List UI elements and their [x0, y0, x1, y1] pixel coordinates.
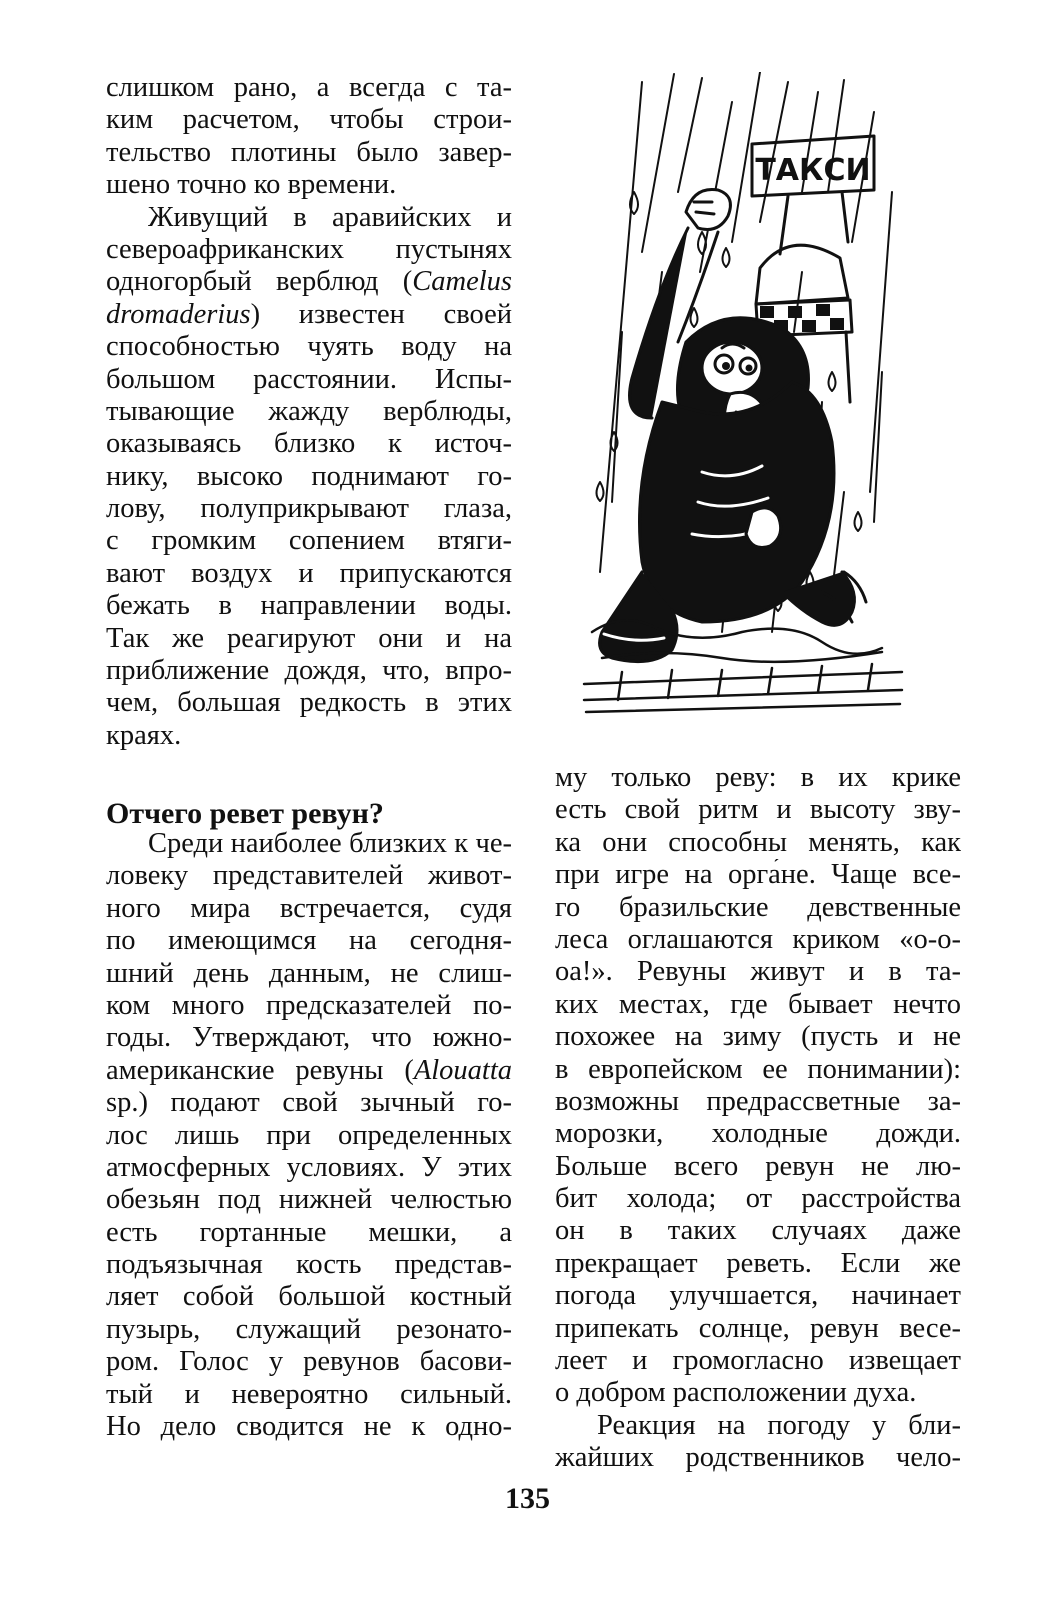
text-line: бит холода; от расстройства — [555, 1183, 961, 1215]
taxi-sign — [752, 136, 874, 254]
text-fragment: одногорбый верблюд ( — [106, 266, 413, 298]
section-heading: Отчего ревет ревун? — [106, 797, 384, 830]
text-line: способностью чуять воду на — [106, 331, 512, 363]
text-line: ного мира встречается, судя — [106, 892, 512, 924]
text-line: оказываясь близко к источ- — [106, 428, 512, 460]
text-line: ляет собой большой костный — [106, 1281, 512, 1313]
text-line: Реакция на погоду у бли- — [597, 1409, 961, 1441]
left-column — [106, 72, 512, 752]
text-line: краях. — [106, 719, 182, 751]
text-line: го бразильские девственные — [555, 891, 961, 923]
text-line: Так же реагируют они и на — [106, 622, 512, 654]
text-line — [106, 1055, 512, 1087]
text-line: есть гортанные мешки, а — [106, 1216, 512, 1248]
text-line: при игре на орга́не. Чаще все- — [555, 859, 961, 891]
text-line: годы. Утверждают, что южно- — [106, 1022, 512, 1054]
section-body — [106, 828, 512, 1443]
text-line: погода улучшается, начинает — [555, 1280, 961, 1312]
text-line: Среди наиболее близких к че- — [148, 828, 512, 859]
text-line: лову, полуприкрывают глаза, — [106, 493, 512, 525]
taxi-sign-text: ТАКСИ — [755, 153, 871, 188]
text-line: ким расчетом, чтобы строи- — [106, 104, 512, 136]
text-line — [106, 266, 512, 298]
text-line: леет и громогласно извещает — [555, 1345, 961, 1377]
page-number: 135 — [505, 1482, 550, 1515]
text-line: ком много предсказателей по- — [106, 989, 512, 1021]
text-line: большом расстоянии. Испы- — [106, 363, 512, 395]
text-line: sp.) подают свой зычный го- — [106, 1087, 512, 1119]
text-line — [106, 299, 512, 331]
text-line: му только реву: в их крике — [555, 762, 961, 793]
text-line: Но дело сводится не к одно- — [106, 1411, 512, 1443]
text-line: похожее на зиму (пусть и не — [555, 1021, 961, 1053]
text-line: слишком рано, а всегда с та- — [106, 72, 512, 103]
text-line: он в таких случаях даже — [555, 1215, 961, 1247]
text-line: есть свой ритм и высоту зву- — [555, 794, 961, 826]
text-line: ка они способны менять, как — [555, 826, 961, 858]
text-line: в европейском ее понимании): — [555, 1053, 961, 1085]
text-line: морозки, холодные дожди. — [555, 1118, 961, 1150]
text-line: ких местах, где бывает нечто — [555, 988, 961, 1020]
latin-name: Camelus — [412, 266, 512, 298]
text-line: леса оглашаются криком «о-о- — [555, 923, 961, 955]
text-line: вают воздух и припускаются — [106, 557, 512, 589]
text-line: по имеющимся на сегодня- — [106, 925, 512, 957]
monkey-figure — [600, 189, 866, 661]
text-line: возможны предрассветные за- — [555, 1085, 961, 1117]
text-fragment: ) известен своей — [250, 298, 512, 330]
text-line: тый и невероятно сильный. — [106, 1378, 512, 1410]
howler-monkey-rain-drawing — [582, 72, 904, 724]
text-line: бежать в направлении воды. — [106, 590, 512, 622]
text-line: нику, высоко поднимают го- — [106, 460, 512, 492]
text-line: Живущий в аравийских и — [148, 201, 512, 233]
text-line: лос лишь при определенных — [106, 1119, 512, 1151]
text-line: атмосферных условиях. У этих — [106, 1151, 512, 1183]
text-line: ром. Голос у ревунов басови- — [106, 1346, 512, 1378]
text-line: Больше всего ревун не лю- — [555, 1150, 961, 1182]
text-line: североафриканских пустынях — [106, 233, 512, 265]
text-line: тывающие жажду верблюды, — [106, 395, 512, 427]
text-line: ловеку представителей живот- — [106, 860, 512, 892]
illustration — [582, 72, 904, 724]
latin-name: dromaderius — [106, 298, 251, 330]
text-line: шено точно ко времени. — [106, 169, 397, 201]
text-line: обезьян под нижней челюстью — [106, 1184, 512, 1216]
text-line: чем, большая редкость в этих — [106, 687, 512, 719]
text-fragment: американские ревуны ( — [106, 1054, 414, 1086]
right-column — [555, 762, 961, 1475]
latin-name: Alouatta — [413, 1054, 512, 1086]
text-line: припекать солнце, ревун весе- — [555, 1312, 961, 1344]
text-line: пузырь, служащий резонато- — [106, 1313, 512, 1345]
text-line: с громким сопением втяги- — [106, 525, 512, 557]
text-line: оа!». Ревуны живут и в та- — [555, 956, 961, 988]
text-line: прекращает реветь. Если же — [555, 1247, 961, 1279]
text-line: жайших родственников чело- — [555, 1442, 961, 1474]
text-line: шний день данным, не слиш- — [106, 957, 512, 989]
text-line: о добром расположении духа. — [555, 1377, 917, 1409]
text-line: подъязычная кость представ- — [106, 1249, 512, 1281]
text-line: приближение дождя, что, впро- — [106, 655, 512, 687]
text-line: тельство плотины было завер- — [106, 136, 512, 168]
